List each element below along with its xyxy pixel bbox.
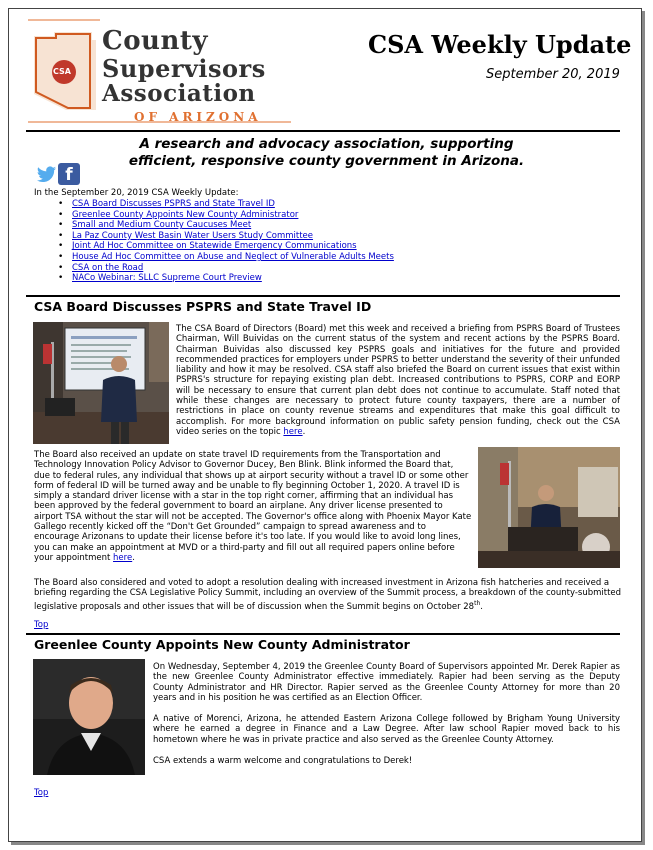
back-to-top-link[interactable]: Top <box>34 620 49 630</box>
psprs-video-link[interactable]: here <box>283 426 303 437</box>
section-heading-greenlee: Greenlee County Appoints New County Administrator <box>34 637 410 652</box>
toc-link-greenlee[interactable]: Greenlee County Appoints New County Administrator <box>72 209 299 220</box>
psprs-paragraph-2-text: The Board also received an update on state travel ID requirements from the Transportation and Technology Innovation Policy Advisor to Governor Ducey, Ben Blink. Blink informed the Board that, due to federal rules, any individual that shows up at airport security without a travel ID or some other form of federal ID will be turned away and be unable to fly beginning October 1, 2020. A travel ID is simply a standard driver license with a star in the top right corner, affirming that an individual has been approved by the federal government to board an airplane. Any driver license presented to airport TSA without the star will not be accepted. The Governor's office along with Phoenix Mayor Kate Gallego recently kicked off the “Don't Get Grounded” campaign to spread awareness and to encourage Arizonans to update their license before it's too late. If you would like to avoid long lines, you can make an appointment at MVD or a third-party and fill out all required papers online before your appointment <box>34 450 472 563</box>
toc-link-caucuses[interactable]: Small and Medium County Caucuses Meet <box>72 220 252 231</box>
toc-item <box>58 220 394 231</box>
psprs-paragraph-1 <box>176 324 620 437</box>
header-divider <box>26 130 620 132</box>
travel-id-link[interactable]: here <box>113 552 133 563</box>
greenlee-paragraph-2: A native of Morenci, Arizona, he attended Eastern Arizona College followed by Brigham Young University where he earned a degree in Finance and a Law Degree. After law school Rapier moved back to his hometown where he was in private practice and also served as the Greenlee County Attorney. <box>153 714 620 745</box>
photo-derek-rapier <box>33 659 145 775</box>
tagline-line-2: efficient, responsive county government in Arizona. <box>128 153 525 169</box>
photo-travel-id-presentation <box>478 447 620 568</box>
toc-item <box>58 199 394 210</box>
toc-item <box>58 273 394 284</box>
facebook-f-icon[interactable]: f <box>58 163 80 185</box>
toc-link-abuse[interactable]: House Ad Hoc Committee on Abuse and Neglect of Vulnerable Adults Meets <box>72 251 394 262</box>
table-of-contents <box>58 199 394 284</box>
logo-badge-text: CSA <box>53 67 71 76</box>
greenlee-paragraph-3: CSA extends a warm welcome and congratulations to Derek! <box>153 756 413 766</box>
photo-board-presentation <box>33 322 169 444</box>
toc-item <box>58 263 394 274</box>
psprs-p1-end: . <box>302 426 306 437</box>
psprs-paragraph-1-text: The CSA Board of Directors (Board) met this week and received a briefing from PSPRS Board of Trustees Chairman, Will Buividas on the current status of the system and recent actions by the PSPRS Board. Chairman Buividas also discussed key PSPRS goals and initiatives for the future and provided recommended practices for employers under PSPRS to better understand the severity of their unfunded liability and how it may be resolved. CSA staff also briefed the Board on current issues that exist within PSPRS's structure for repaying existing plan debt. Increased contributions to PSPRS, CORP and EORP will be necessary to ensure that current plan debt does not continue to accumulate. Staff noted that while these changes are necessary to protect future county taxpayers, there are a number of restrictions in place on county revenue streams and expenditures that make this goal difficult to accomplish. For more background information on public safety pension funding, check out the CSA video series on the topic <box>176 324 620 437</box>
csa-logo <box>26 10 294 128</box>
newsletter-date: September 20, 2019 <box>486 67 620 82</box>
section-divider <box>26 633 620 635</box>
toc-item <box>58 231 394 242</box>
toc-item <box>58 210 394 221</box>
logo-word-association: Association <box>102 80 256 107</box>
psprs-paragraph-3 <box>34 578 624 612</box>
toc-item <box>58 252 394 263</box>
section-heading-psprs: CSA Board Discusses PSPRS and State Travel ID <box>34 299 372 314</box>
section-divider <box>26 295 620 297</box>
toc-link-naco[interactable]: NACo Webinar: SLLC Supreme Court Preview <box>72 273 262 284</box>
logo-subtitle: OF ARIZONA <box>134 110 262 124</box>
logo-word-county: County <box>102 26 208 56</box>
toc-item <box>58 241 394 252</box>
twitter-bird-icon[interactable] <box>36 164 57 185</box>
psprs-p3-end: . <box>480 601 483 612</box>
toc-link-lapaz[interactable]: La Paz County West Basin Water Users Study Committee <box>72 230 314 241</box>
toc-link-psprs[interactable]: CSA Board Discusses PSPRS and State Travel ID <box>72 199 275 209</box>
toc-intro: In the September 20, 2019 CSA Weekly Update: <box>34 188 239 198</box>
greenlee-paragraph-1: On Wednesday, September 4, 2019 the Greenlee County Board of Supervisors appointed Mr. Derek Rapier as the new Greenlee County Administrator effective immediately. Rapier had been serving as the Deputy County Administrator and HR Director. Rapier served as the Greenlee County Attorney for more than 20 years and in his position he was certified as an Election Officer. <box>153 662 620 703</box>
logo-word-supervisors: Supervisors <box>102 54 266 83</box>
newsletter-title: CSA Weekly Update <box>368 30 632 59</box>
psprs-paragraph-3-text: The Board also considered and voted to adopt a resolution dealing with increased investment in Arizona fish hatcheries and received a briefing regarding the CSA Legislative Policy Summit, including an overview of the Summit process, a breakdown of the county-submitted legislative proposals and other issues that will be of discussion when the Summit begins on October 28 <box>34 578 622 612</box>
psprs-paragraph-2 <box>34 450 472 563</box>
toc-link-road[interactable]: CSA on the Road <box>72 262 144 273</box>
ordinal-suffix: th <box>474 599 481 607</box>
back-to-top-link[interactable]: Top <box>34 788 49 798</box>
toc-link-emergency[interactable]: Joint Ad Hoc Committee on Statewide Emergency Communications <box>72 241 357 252</box>
tagline-line-1: A research and advocacy association, supporting <box>139 136 514 152</box>
psprs-p2-end: . <box>132 552 135 563</box>
